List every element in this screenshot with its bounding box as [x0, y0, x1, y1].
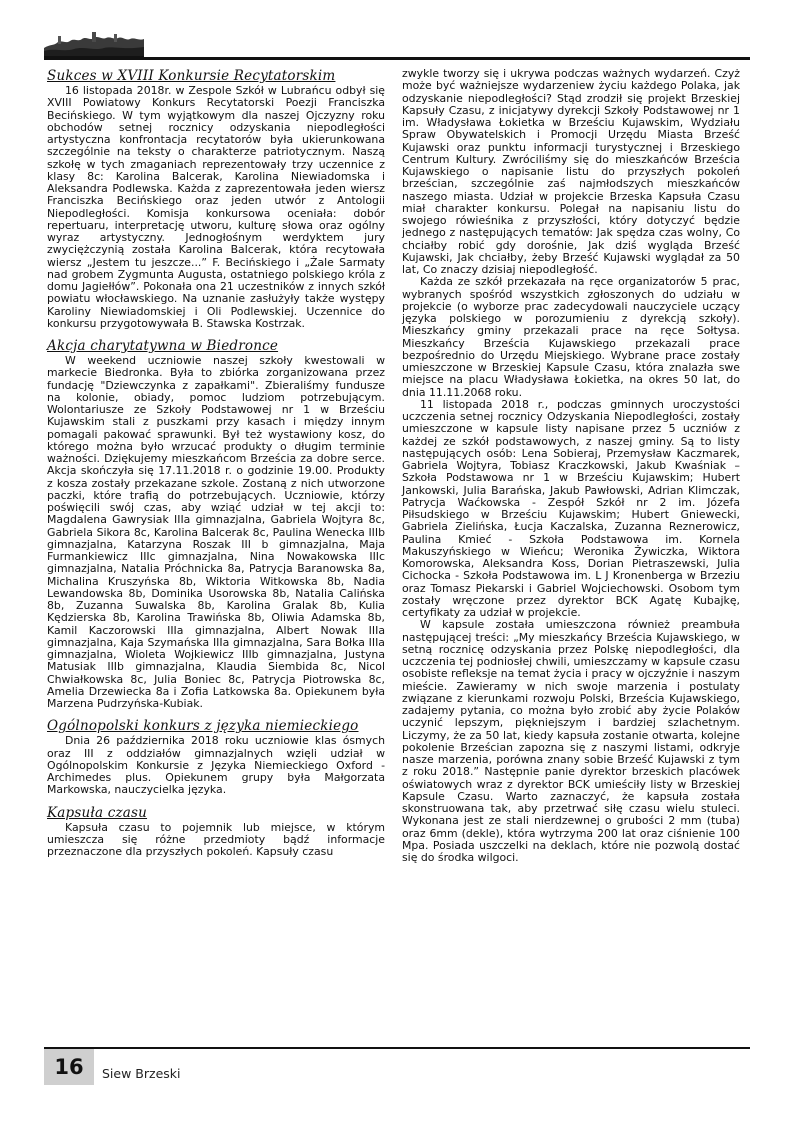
- section-title-recitation: Sukces w XVIII Konkursie Recytatorskim: [47, 68, 336, 84]
- header-photo: [44, 26, 144, 60]
- paragraph-capsule-schools: Każda ze szkół przekazała na ręce organizatorów 5 prac, wybranych spośród wszystkich zgłoszonych do udziału w projekcie (o wyborze prac zadecydowali nauczyciele uczący języka polskiego w porozumieniu z dyrekcją szkoły). Mieszkańcy gminy przekazali prace na ręce Sołtysa. Mieszkańcy Brześcia Kujawskiego przekazali prace bezpośrednio do Urzędu Miejskiego. Wybrane prace zostały umieszczone w Brzeskiej Kapsule Czasu, która znalazła swe miejsce na placu Władysława Łokietka, na okres 50 lat, do dnia 11.11.2068 roku.: [402, 275, 740, 399]
- right-column: [402, 68, 740, 864]
- paragraph-german-contest: Dnia 26 października 2018 roku uczniowie klas ósmych oraz III z oddziałów gimnazjalnych wzięli udział w Ogólnopolskim Konkursie z Języka Niemieckiego Oxford - Archimedes plus. Opiekunem grupy była Małgorzata Markowska, nauczycielka języka.: [47, 734, 385, 797]
- paragraph-time-capsule-intro: Kapsuła czasu to pojemnik lub miejsce, w którym umieszcza się różne przedmioty bądź informacje przeznaczone dla przyszłych pokoleń. Kapsuły czasu: [47, 820, 385, 858]
- paragraph-recitation: 16 listopada 2018r. w Zespole Szkół w Lubrańcu odbył się XVIII Powiatowy Konkurs Recytatorski Poezji Franciszka Becińskiego. W tym wyjątkowym dla naszej Ojczyzny roku obchodów setnej rocznicy odzyskania niepodległości artystyczna konfrontacja recytatorów była ukierunkowana szczególnie na teksty o charakterze patriotycznym. Naszą szkołę w tych zmaganiach reprezentowały trzy uczennice z klasy 8c: Karolina Balcerak, Karolina Niewiadomska i Aleksandra Podlewska. Każda z zaprezentowała jeden wiersz Franciszka Becińskiego oraz jeden utwór z Antologii Niepodległości. Komisja konkursowa oceniała: dobór repertuaru, interpretację utworu, kulturę słowa oraz ogólny wyraz artystyczny. Jednogłośnym werdyktem jury zwyciężczynią została Karolina Balcerak, która recytowała wiersz „Jestem tu jeszcze...” F. Becińskiego i „Żale Sarmaty nad grobem Zygmunta Augusta, ostatniego polskiego króla z domu Jagiełłów”. Pokonała ona 21 uczestników z innych szkół powiatu włocławskiego. Na uznanie zasłużyły także występy Karoliny Niewiadomskiej i Oli Podlewskiej. Uczennice do konkursu przygotowywała B. Stawska Kostrzak.: [47, 84, 385, 330]
- section-title-german-contest: Ogólnopolski konkurs z języka niemieckiego: [47, 718, 359, 735]
- paragraph-capsule-preamble: W kapsule została umieszczona również preambuła następującej treści: „My mieszkańcy Brześcia Kujawskiego, w setną rocznicę odzyskania przez Polskę niepodległości, dla uczczenia tej podniosłej chwili, umieszczamy w kapsule czasu osobiste refleksje na temat życia i pracy w ojczyźnie i naszym mieście. Zawieramy w nich swoje marzenia i postulaty związane z kierunkami rozwoju Polski, Brześcia Kujawskiego, zadajemy pytania, co można było zrobić aby życie Polaków uczynić lepszym, piękniejszym i bardziej szlachetnym. Liczymy, że za 50 lat, kiedy kapsuła zostanie otwarta, kolejne pokolenie Brześcian zapozna się z naszymi listami, odkryje nasze marzenia, porówna znany sobie Brześć Kujawski z tym z roku 2018.” Następnie panie dyrektor brzeskich placówek oświatowych wraz z dyrektor BCK umieściły listy w Brzeskiej Kapsule Czasu. Warto zaznaczyć, że kapsuła została skonstruowana tak, aby przetrwać siłę czasu wielu stuleci. Wykonana jest ze stali nierdzewnej o grubości 2 mm (tuba) oraz 6mm (dekle), która wytrzyma 200 lat oraz ciśnienie 100 Mpa. Posiada uszczelki na deklach, które nie pozwolą dostać się do środka wilgoci.: [402, 618, 741, 864]
- paragraph-capsule-continued: zwykle tworzy się i ukrywa podczas ważnych wydarzeń. Czyż może być ważniejsze wydarzeniew życiu każdego Polaka, jak odzyskanie niepodległości? Stąd zrodził się projekt Brzeskiej Kapsuły Czasu, z inicjatywy dyrekcji Szkoły Podstawowej nr 1 im. Władysława Łokietka w Brześciu Kujawskim, Wydziału Spraw Obywatelskich i Promocji Urzędu Miasta Brześć Kujawski oraz punktu informacji turystycznej i Brzeskiego Centrum Kultury. Zwróciliśmy się do mieszkańców Brześcia Kujawskiego o napisanie listu do przyszłych pokoleń brześcian, szczególnie zaś najmłodszych mieszkańców naszego miasta. Udział w projekcie Brzeska Kapsuła Czasu miał charakter konkursu. Polegał na napisaniu listu do swojego rówieśnika z przyszłości, który dotyczyć będzie jednego z następujących tematów: Jak spędza czas wolny, Co chciałby robić gdy dorośnie, Jak dziś wygląda Brześć Kujawski, Jak chciałby, żeby Brześć Kujawski wyglądał za 50 lat, Co znaczy dzisiaj niepodległość.: [402, 67, 740, 276]
- paragraph-charity: W weekend uczniowie naszej szkoły kwestowali w markecie Biedronka. Była to zbiórka zorganizowana przez fundację "Dziewczynka z zapałkami". Zbieraliśmy fundusze na kolonie, obiady, pomoc ludziom potrzebującym. Wolontariusze ze Szkoły Podstawowej nr 1 w Brześciu Kujawskim stali z puszkami przy kasach i między innym pomagali pakować sprawunki. Był też wystawiony kosz, do którego można było wrzucać produkty o długim terminie ważności. Dziękujemy mieszkańcom Brześcia za dobre serce. Akcja skończyła się 17.11.2018 r. o godzinie 19.00. Produkty z kosza zostały przekazane szkole. Zostaną z nich utworzone paczki, które trafią do potrzebujących. Uczniowie, którzy poświęcili swój czas, aby wziąć udział w tej akcji to: Magdalena Gawrysiak IIIa gimnazjalna, Gabriela Wojtyra 8c, Gabriela Sikora 8c, Karolina Balcerak 8c, Paulina Wenecka IIIb gimnazjalna, Katarzyna Roszak III b gimnazjalna, Maja Furmankiewicz IIIc gimnazjalna, Nina Nowakowska IIIc gimnazjalna, Natalia Próchnicka 8a, Patrycja Baranowska 8a, Michalina Kruszyńska 8b, Wiktoria Witkowska 8b, Nadia Lewandowska 8b, Dominika Usorowska 8b, Natalia Calińska 8b, Zuzanna Suwalska 8b, Karolina Gralak 8b, Kulia Kędzierska 8b, Karolina Trawińska 8b, Oliwia Adamska 8b, Kamil Kaczorowski IIIa gimnazjalna, Albert Nowak IIIa gimnazjalna, Kaja Szymańska IIIa gimnazjalna, Sara Bołka IIIa gimnazjalna, Wioleta Wojkiewicz IIIb gimnazjalna, Justyna Matusiak IIIb gimnazjalna, Klaudia Siembida 8c, Nicol Chwiałkowska 8c, Julia Boniec 8c, Patrycja Piotrowska 8c, Amelia Drzewiecka 8a i Zofia Latkowska 8a. Opiekunem była Marzena Pudrzyńska-Kubiak.: [47, 354, 385, 710]
- section-title-charity: Akcja charytatywna w Biedronce: [47, 338, 279, 354]
- landscape-image: [44, 26, 144, 60]
- left-column: [47, 68, 385, 858]
- section-title-time-capsule: Kapsuła czasu: [47, 804, 148, 821]
- header-rule: [44, 57, 750, 60]
- footer-rule: [44, 1047, 750, 1049]
- magazine-name: Siew Brzeski: [102, 1066, 181, 1081]
- paragraph-capsule-ceremony: 11 listopada 2018 r., podczas gminnych uroczystości uczczenia setnej rocznicy Odzyskania Niepodległości, zostały umieszczone w kapsule listy napisane przez 5 uczniów z każdej ze szkół podstawowych, z naszej gminy. Są to listy następujących osób: Lena Sobieraj, Przemysław Kaczmarek, Gabriela Wojtyra, Tobiasz Kraczkowski, Jakub Kwaśniak – Szkoła Podstawowa nr 1 w Brześciu Kujawskim; Hubert Jankowski, Julia Barańska, Jakub Pawłowski, Adrian Klimczak, Patrycja Waćkowska - Zespół Szkół nr 2 im. Józefa Piłsudskiego w Brześciu Kujawskim; Hubert Gniewecki, Gabriela Zielińska, Łucja Kaczalska, Zuzanna Reznerowicz, Paulina Kmieć - Szkoła Podstawowa im. Kornela Makuszyńskiego w Wieńcu; Weronika Żywiczka, Wiktora Komorowska, Aleksandra Koss, Dorian Pietraszewski, Julia Cichocka - Szkoła Podstawowa im. L J Kronenberga w Brzeziu oraz Tomasz Piekarski i Gabriel Wojciechowski. Osobom tym zostały wręczone przez dyrektor BCK Agatę Kubajkę, certyfikaty za udział w projekcie.: [402, 397, 740, 619]
- page-number: 16: [44, 1049, 94, 1085]
